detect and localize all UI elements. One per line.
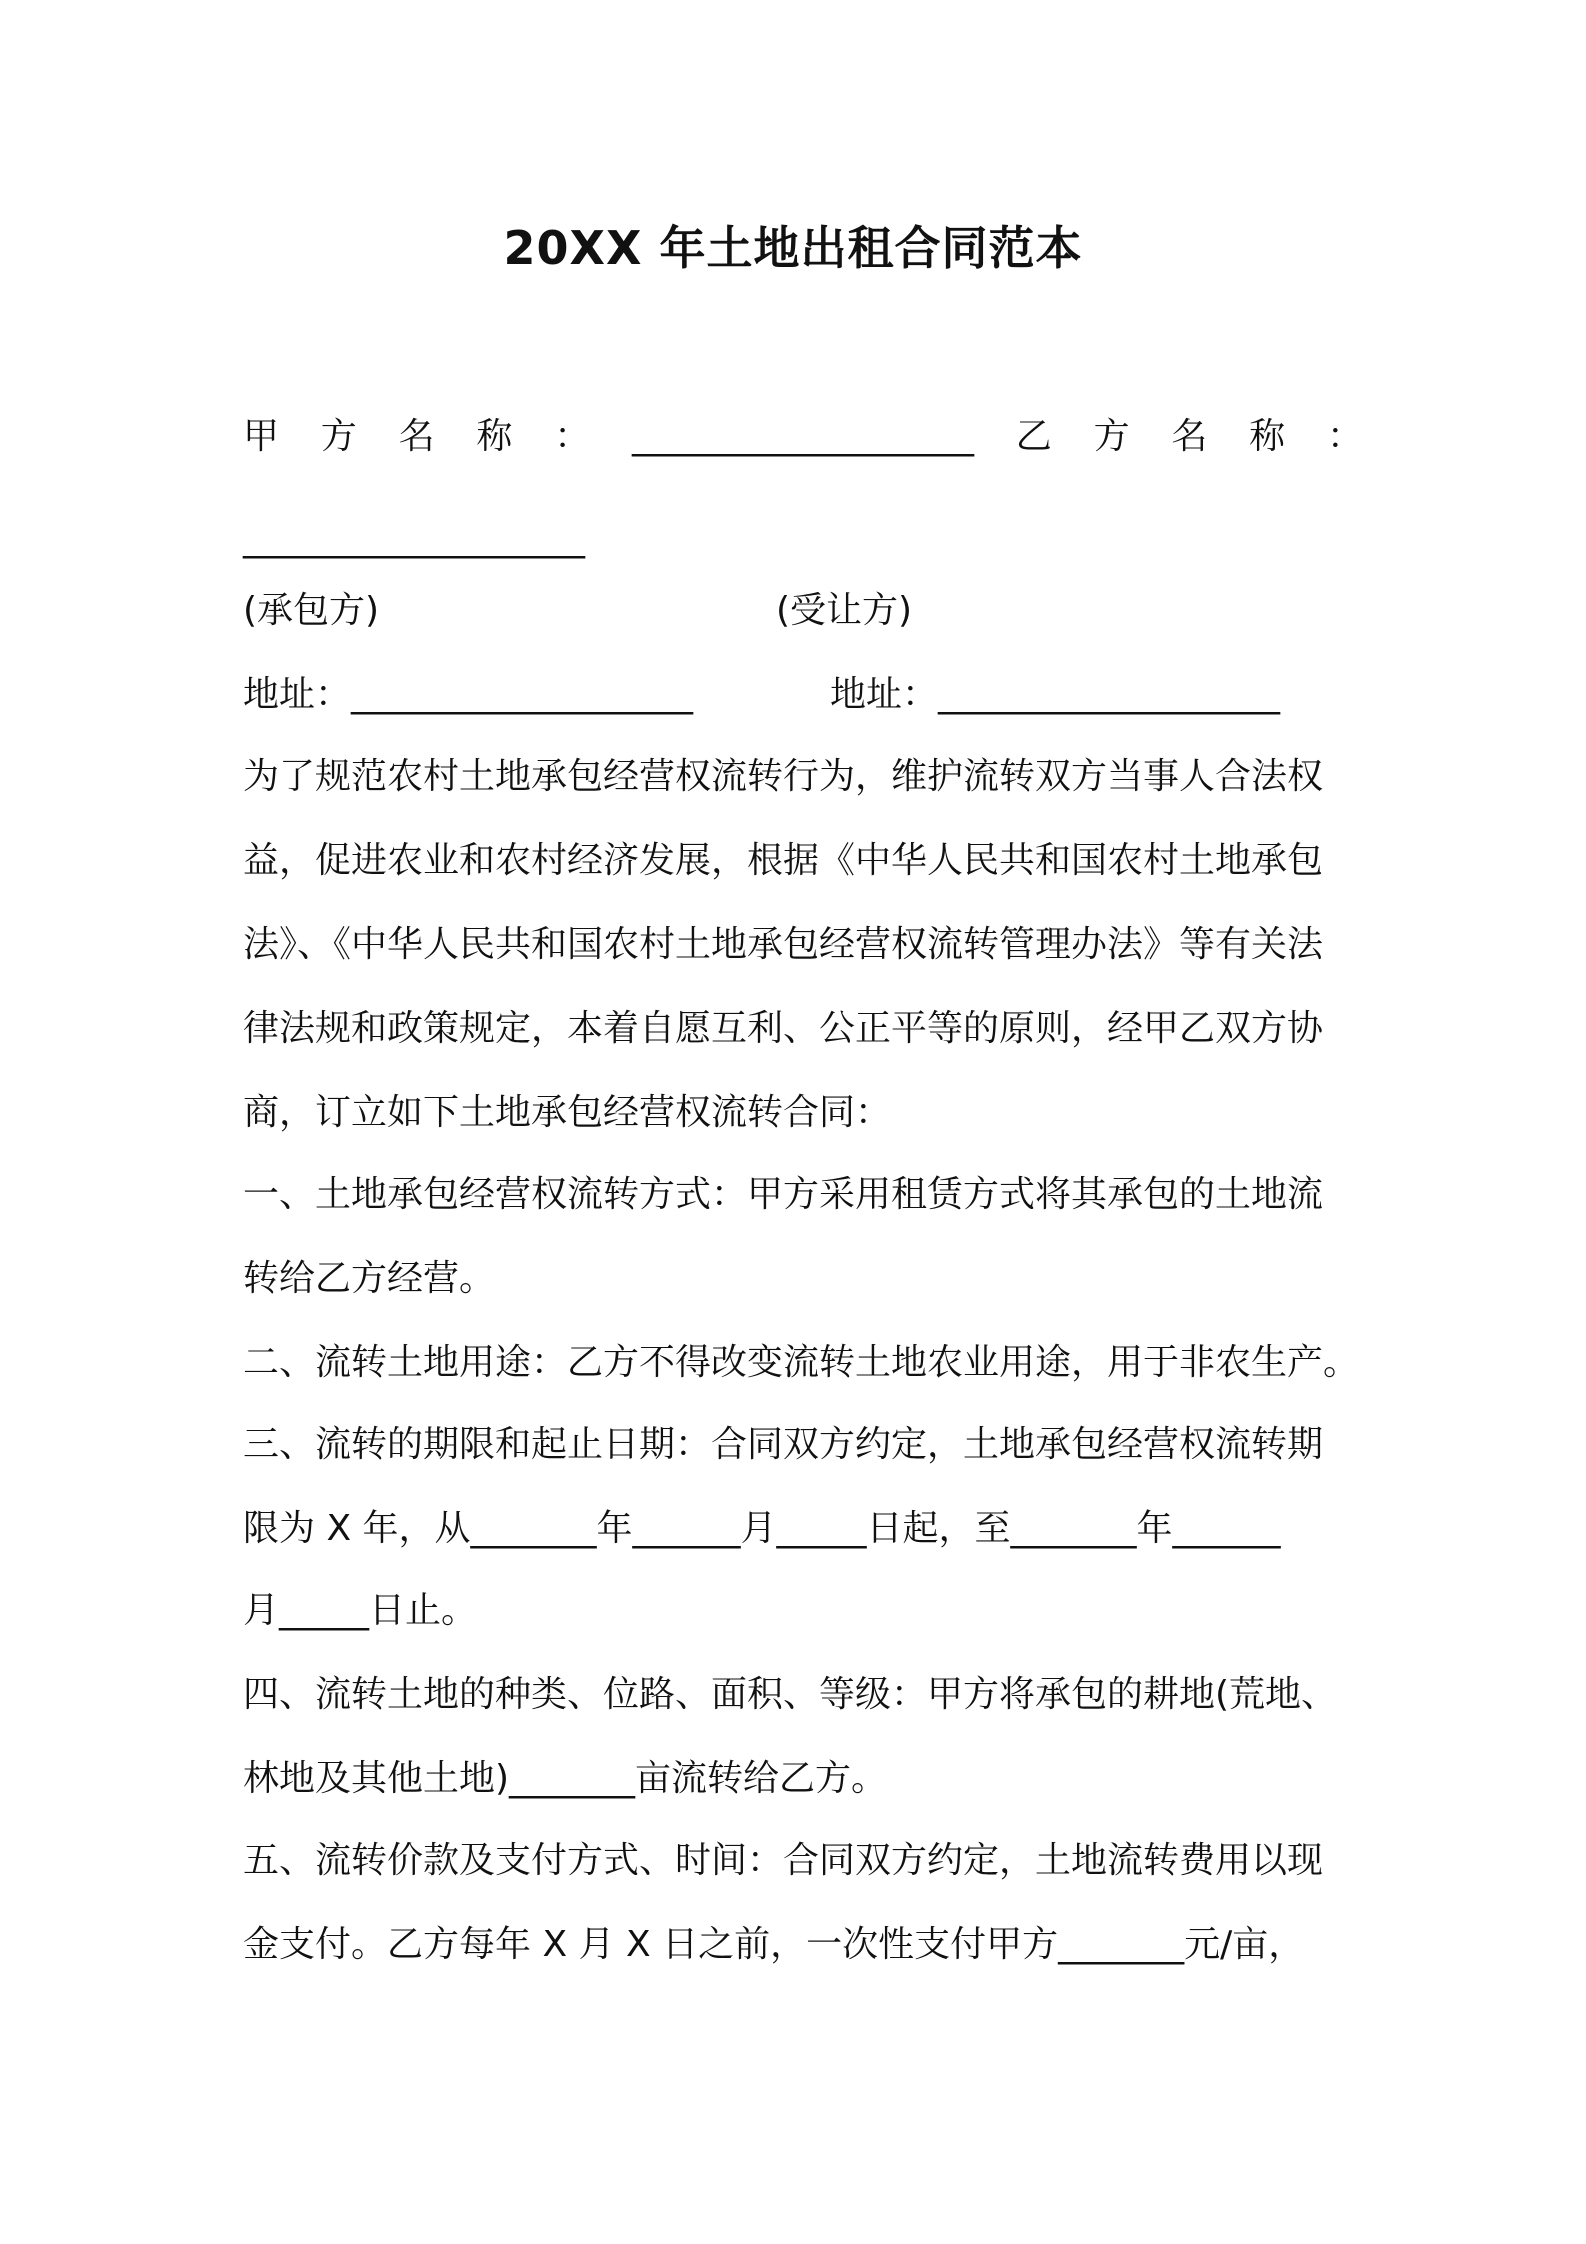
party-a-char: 方 (320, 416, 357, 457)
party-a-name-blank: ___________________ (631, 416, 974, 457)
clause-3: 三、流转的期限和起止日期：合同双方约定，土地承包经营权流转期 (243, 1424, 1324, 1465)
clause-4: 四、流转土地的种类、位路、面积、等级：甲方将承包的耕地(荒地、 (243, 1674, 1338, 1715)
document-title: 20XX 年土地出租合同范本 (503, 221, 1083, 275)
body-line: 律法规和政策规定，本着自愿互利、公正平等的原则，经甲乙双方协 (243, 1008, 1324, 1049)
party-a-char: 称 (476, 416, 513, 457)
body-line: 法》、《中华人民共和国农村土地承包经营权流转管理办法》等有关法 (243, 924, 1324, 965)
body-line: 转给乙方经营。 (243, 1258, 496, 1299)
role-transferee: (受让方) (776, 590, 913, 631)
clause-1: 一、土地承包经营权流转方式：甲方采用租赁方式将其承包的土地流 (243, 1174, 1324, 1215)
party-b-char: 名 (1171, 416, 1208, 457)
party-name-row (243, 412, 1363, 462)
party-a-colon: ： (554, 416, 591, 457)
body-line: 益，促进农业和农村经济发展，根据《中华人民共和国农村土地承包 (243, 840, 1324, 881)
role-contractor: (承包方) (243, 590, 380, 631)
party-b-colon: ： (1326, 416, 1363, 457)
party-b-char: 乙 (1015, 416, 1052, 457)
body-line: 为了规范农村土地承包经营权流转行为，维护流转双方当事人合法权 (243, 756, 1324, 797)
body-line: 商，订立如下土地承包经营权流转合同： (243, 1092, 892, 1133)
party-a-char: 甲 (243, 416, 280, 457)
party-b-name-blank: ___________________ (243, 518, 585, 559)
clause-2: 二、流转土地用途：乙方不得改变流转土地农业用途，用于非农生产。 (243, 1342, 1360, 1383)
clause-5: 五、流转价款及支付方式、时间：合同双方约定，土地流转费用以现 (243, 1840, 1324, 1881)
body-line: 林地及其他土地)_______亩流转给乙方。 (243, 1758, 888, 1799)
party-b-char: 方 (1093, 416, 1130, 457)
address-party-a: 地址：___________________ (243, 674, 694, 715)
address-party-b: 地址：___________________ (830, 674, 1281, 715)
body-line: 金支付。乙方每年 X 月 X 日之前，一次性支付甲方_______元/亩， (243, 1924, 1305, 1965)
party-b-char: 称 (1249, 416, 1286, 457)
party-a-char: 名 (398, 416, 435, 457)
body-line: 月_____日止。 (243, 1590, 478, 1631)
body-line: 限为 X 年，从_______年______月_____日起，至_______年______ (243, 1508, 1281, 1549)
